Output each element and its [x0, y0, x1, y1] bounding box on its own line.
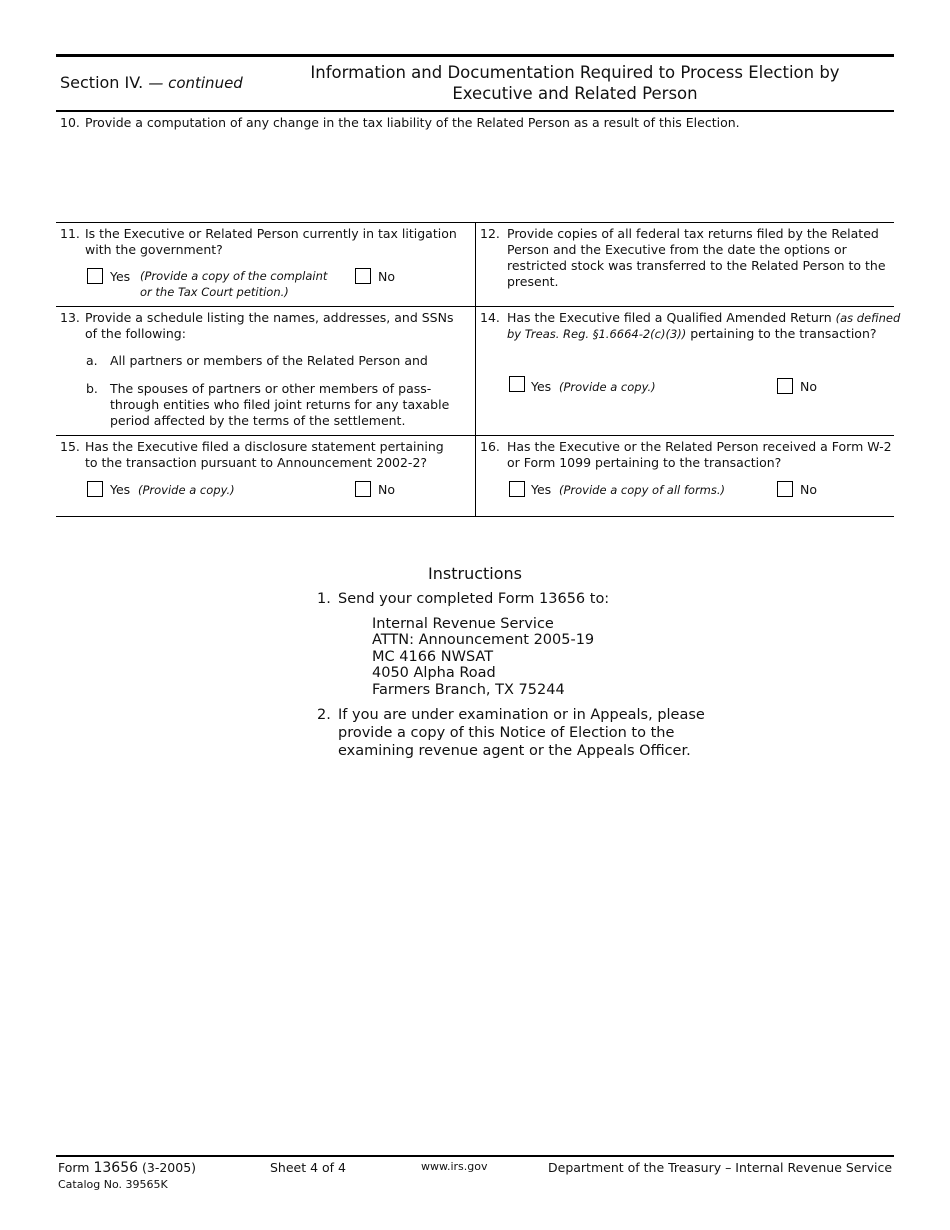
q11-yes-checkbox[interactable]	[87, 268, 103, 284]
q13-number: 13.	[60, 310, 80, 325]
form-label: Form	[58, 1160, 90, 1175]
q11-yes-note2: or the Tax Court petition.)	[140, 285, 289, 299]
q12-line2: Person and the Executive from the date the options or	[507, 242, 847, 257]
q15-yes-note: (Provide a copy.)	[138, 483, 235, 497]
q16-yes-label: Yes	[531, 482, 552, 497]
q12-line3: restricted stock was transferred to the Related Person to the	[507, 258, 886, 273]
address-line: Farmers Branch, TX 75244	[372, 681, 565, 698]
q14-number: 14.	[480, 310, 500, 325]
q16-yes-note: (Provide a copy of all forms.)	[559, 483, 726, 497]
q11-yes-label: Yes	[110, 269, 131, 284]
mailing-address	[372, 616, 594, 698]
address-line: Internal Revenue Service	[372, 616, 554, 632]
q15-number: 15.	[60, 439, 80, 454]
q11-yes-note1: (Provide a copy of the complaint	[140, 269, 328, 283]
q15-yes-label: Yes	[110, 482, 131, 497]
q13-line1: Provide a schedule listing the names, addresses, and SSNs	[85, 310, 454, 325]
q13-b-line3: period affected by the terms of the settlement.	[110, 413, 406, 428]
instruction-2-line1: If you are under examination or in Appeals, please	[338, 707, 705, 723]
q14-yes-note: (Provide a copy.)	[559, 380, 656, 394]
page-title-line2: Executive and Related Person	[452, 84, 698, 103]
q15-line1: Has the Executive filed a disclosure statement pertaining	[85, 439, 444, 454]
instruction-2-line2: provide a copy of this Notice of Election to the	[338, 725, 675, 741]
q11-line1: Is the Executive or Related Person currently in tax litigation	[85, 226, 457, 241]
q14-text	[507, 310, 900, 342]
q12-line4: present.	[507, 274, 559, 289]
q16-line1: Has the Executive or the Related Person received a Form W-2	[507, 439, 892, 454]
grid-center-rule	[475, 222, 476, 517]
q16-yes-checkbox[interactable]	[509, 481, 525, 497]
q13-b-line1: The spouses of partners or other members of pass-	[110, 381, 432, 396]
q13-b-label: b.	[86, 381, 98, 396]
q16-no-label: No	[800, 482, 817, 497]
q13-a-text: All partners or members of the Related Person and	[110, 353, 428, 368]
instructions-title: Instructions	[428, 564, 522, 583]
q15-no-checkbox[interactable]	[355, 481, 371, 497]
q15-yes-checkbox[interactable]	[87, 481, 103, 497]
q14-no-checkbox[interactable]	[777, 378, 793, 394]
q10-text: Provide a computation of any change in the tax liability of the Related Person as a result of this Election.	[85, 115, 740, 130]
q12-line1: Provide copies of all federal tax returns filed by the Related	[507, 226, 879, 241]
q16-no-checkbox[interactable]	[777, 481, 793, 497]
q12-text	[507, 226, 886, 290]
address-line: 4050 Alpha Road	[372, 665, 496, 682]
website: www.irs.gov	[421, 1160, 488, 1173]
q13-text	[85, 310, 453, 342]
q11-no-label: No	[378, 269, 395, 284]
instruction-2-number: 2.	[317, 707, 331, 723]
q16-number: 16.	[480, 439, 500, 454]
q15-line2: to the transaction pursuant to Announcement 2002-2?	[85, 455, 428, 470]
header-top-rule	[56, 54, 894, 57]
form-id	[58, 1160, 196, 1176]
q14-yes-label: Yes	[531, 379, 552, 394]
address-line: MC 4166 NWSAT	[372, 648, 494, 665]
form-number: 13656	[93, 1160, 139, 1176]
q14-line1a: Has the Executive filed a Qualified Amended Return	[507, 310, 832, 325]
instruction-1-number: 1.	[317, 591, 331, 607]
q11-number: 11.	[60, 226, 80, 241]
page-title	[270, 62, 880, 104]
catalog-number: Catalog No. 39565K	[58, 1178, 168, 1191]
q12-number: 12.	[480, 226, 500, 241]
q13-a-label: a.	[86, 353, 98, 368]
department: Department of the Treasury – Internal Revenue Service	[548, 1160, 893, 1175]
q16-text	[507, 439, 892, 471]
q10-answer-area[interactable]	[56, 134, 894, 222]
instruction-1-text: Send your completed Form 13656 to:	[338, 591, 610, 607]
form-revision: (3-2005)	[142, 1160, 197, 1175]
q11-no-checkbox[interactable]	[355, 268, 371, 284]
q11-text	[85, 226, 457, 258]
q13-b-line2: through entities who filed joint returns for any taxable	[110, 397, 450, 412]
q16-line2: or Form 1099 pertaining to the transaction?	[507, 455, 782, 470]
q13-line2: of the following:	[85, 326, 186, 341]
page-title-line1: Information and Documentation Required to Process Election by	[310, 63, 840, 82]
sheet-number: Sheet 4 of 4	[270, 1160, 347, 1175]
q11-line2: with the government?	[85, 242, 223, 257]
q14-yes-checkbox[interactable]	[509, 376, 525, 392]
q14-line2b: pertaining to the transaction?	[690, 326, 877, 341]
section-label	[60, 73, 243, 93]
q15-text	[85, 439, 444, 471]
q14-no-label: No	[800, 379, 817, 394]
section-title: Section IV.	[60, 73, 144, 92]
footer-rule	[56, 1155, 894, 1157]
instruction-2-text	[338, 706, 705, 760]
q15-no-label: No	[378, 482, 395, 497]
q14-line1b: (as defined	[835, 311, 901, 325]
q10-number: 10.	[60, 115, 80, 130]
q14-line2a: by Treas. Reg. §1.6664-2(c)(3))	[507, 327, 687, 341]
section-continued: — continued	[148, 74, 243, 92]
address-line: ATTN: Announcement 2005-19	[372, 632, 595, 649]
q11-yes-note	[140, 268, 327, 300]
q13-b-text	[110, 381, 449, 429]
instruction-2-line3: examining revenue agent or the Appeals Officer.	[338, 743, 691, 759]
header-bottom-rule	[56, 110, 894, 112]
